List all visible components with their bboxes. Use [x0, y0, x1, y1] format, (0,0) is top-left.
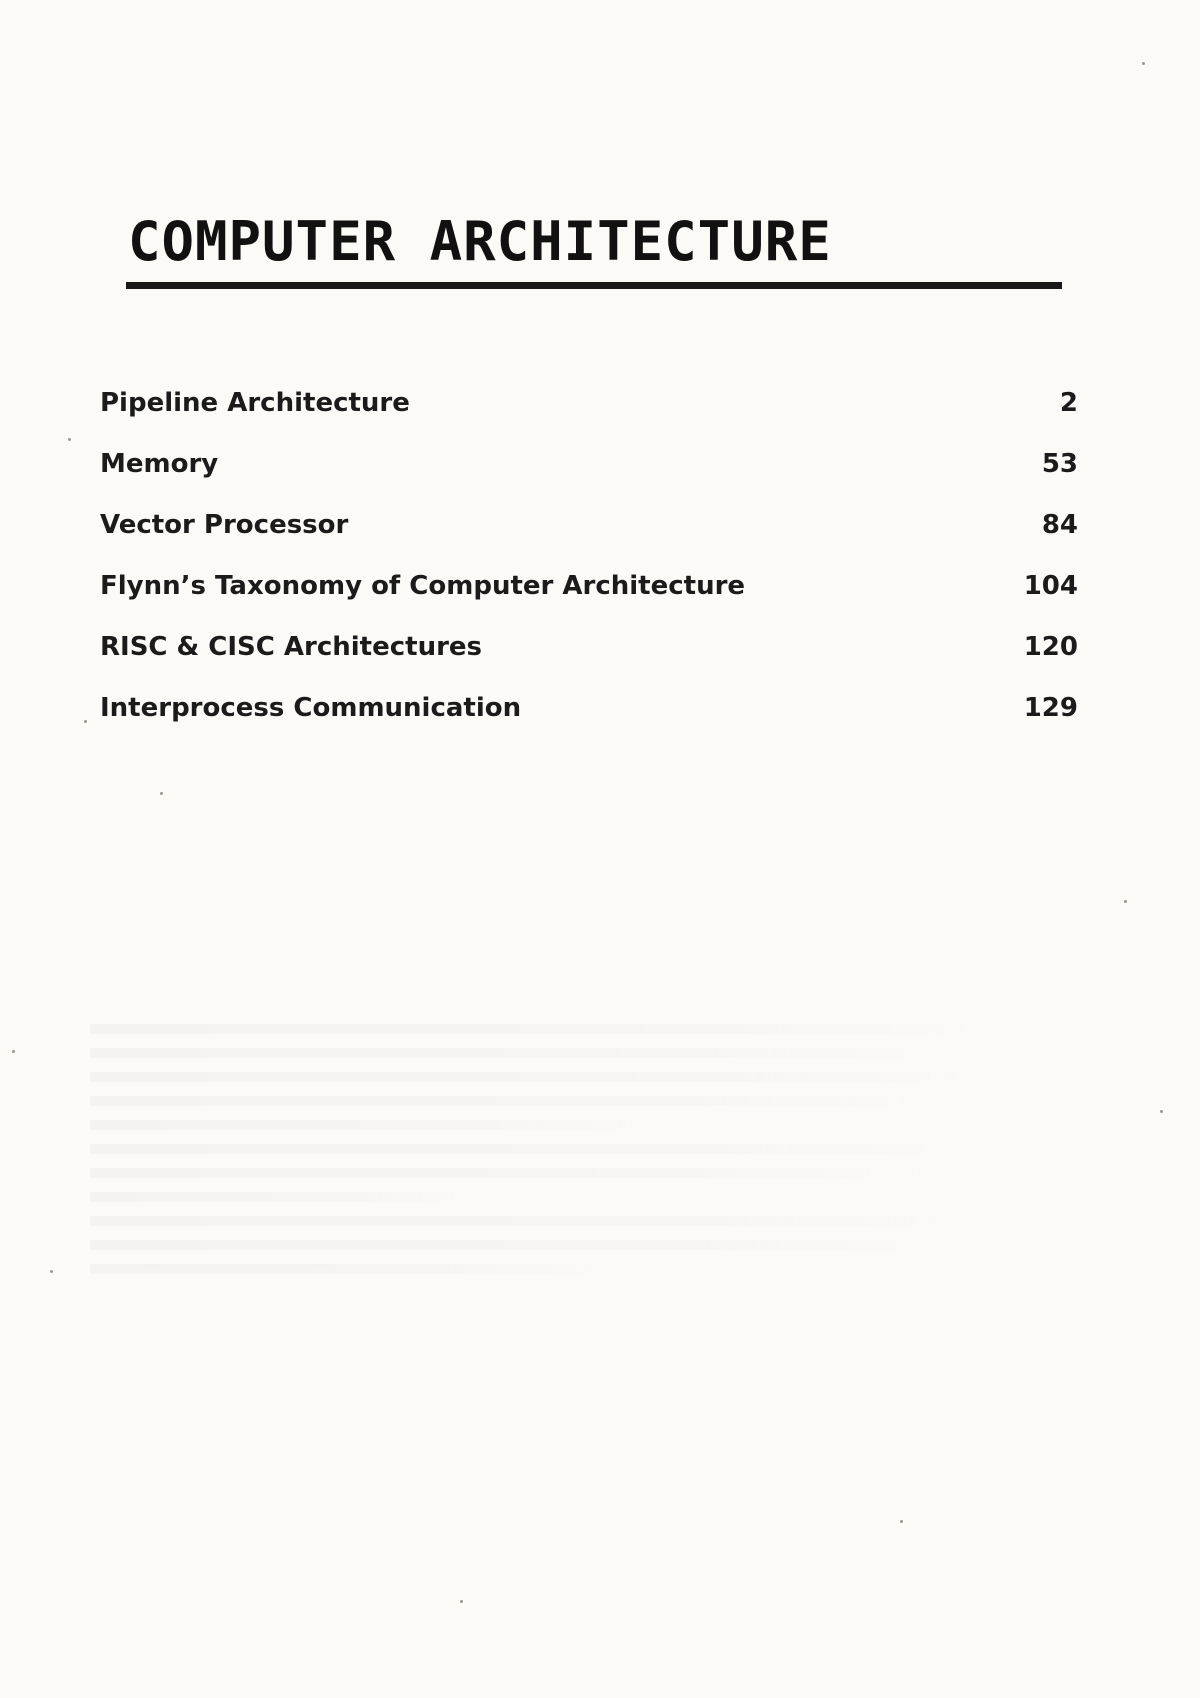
toc-entry-title: RISC & CISC Architectures	[100, 632, 483, 662]
toc-entry-page: 84	[1041, 510, 1078, 540]
paper-speck	[460, 1600, 463, 1603]
toc-entry-title: Memory	[100, 449, 219, 479]
paper-speck	[1124, 900, 1127, 903]
paper-speck	[900, 1520, 903, 1523]
bleed-through-text	[90, 1010, 1050, 1370]
paper-speck	[1142, 62, 1145, 65]
toc-entry	[100, 449, 1078, 510]
toc-entry	[100, 510, 1078, 571]
paper-speck	[84, 720, 87, 723]
toc-entry-page: 129	[1023, 693, 1078, 723]
toc-entry-page: 120	[1023, 632, 1078, 662]
toc-entry	[100, 388, 1078, 449]
paper-speck	[1160, 1110, 1163, 1113]
paper-speck	[50, 1270, 53, 1273]
document-title: COMPUTER ARCHITECTURE	[128, 210, 832, 273]
toc-entry-title: Pipeline Architecture	[100, 388, 410, 418]
paper-speck	[68, 438, 71, 441]
title-underline	[126, 282, 1062, 289]
toc-entry-page: 2	[1059, 388, 1078, 418]
toc-entry	[100, 571, 1078, 632]
paper-speck	[160, 792, 163, 795]
toc-entry	[100, 632, 1078, 693]
paper-speck	[12, 1050, 15, 1053]
toc-entry-page: 53	[1041, 449, 1078, 479]
toc-entry-title: Vector Processor	[100, 510, 349, 540]
toc-entry-title: Interprocess Communication	[100, 693, 522, 723]
toc-entry	[100, 693, 1078, 754]
toc-entry-page: 104	[1023, 571, 1078, 601]
table-of-contents	[100, 388, 1078, 754]
toc-entry-title: Flynn’s Taxonomy of Computer Architecture	[100, 571, 746, 601]
